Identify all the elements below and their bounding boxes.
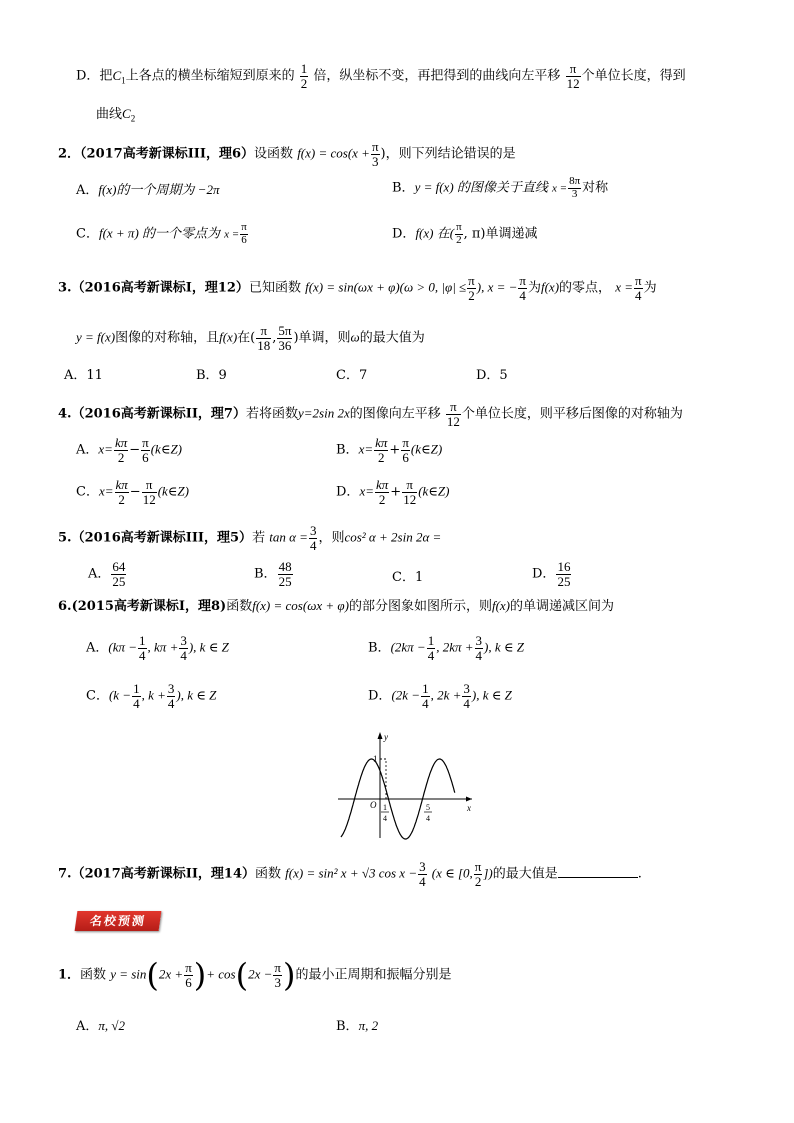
y-axis-arrow [378, 732, 383, 739]
question-source: (2015高考新课标I，理8) [71, 599, 227, 614]
option-label: B． [392, 180, 415, 196]
fraction: $\frac{16}{25}$ [557, 559, 571, 589]
formula: , 2kπ + [436, 639, 474, 655]
q5-option-a[interactable] [88, 560, 127, 588]
fraction: $\frac{1}{4}$ [427, 633, 435, 663]
text: 的图像向左平移 [349, 406, 441, 422]
option-label: D．把 [76, 68, 113, 84]
formula: , k + [141, 687, 166, 703]
text: ，则 [318, 530, 345, 546]
fraction: $\frac{1}{4}$ [139, 633, 146, 663]
prev-option-d-line2 [96, 106, 135, 124]
formula: f(x) [219, 329, 238, 345]
question-7-stem [58, 860, 642, 888]
formula: + cos [206, 966, 236, 982]
answer-blank[interactable] [558, 865, 638, 878]
formula: f(x) [540, 279, 560, 295]
text: 的部分图象如图所示，则 [348, 599, 492, 614]
option-text: 对称 [582, 180, 609, 196]
text: 个单位长度，则平移后图像的对称轴为 [461, 406, 683, 422]
option-label: C． [86, 688, 109, 704]
question-number: 2． [58, 146, 81, 162]
text: 倍，纵坐标不变，再把得到的曲线向左平移 [313, 68, 561, 84]
option-text: , π)单调递减 [463, 226, 538, 242]
formula: y = f(x) [76, 329, 116, 345]
fraction: $\frac{3}{4}$ [180, 633, 187, 663]
question-4-stem [58, 400, 683, 428]
formula: x = [224, 228, 240, 241]
formula: x = [615, 279, 633, 295]
fraction: $\frac{3}{4}$ [475, 633, 483, 663]
option-label: B． [336, 1019, 359, 1034]
formula: x= [359, 483, 374, 499]
formula: (2kπ − [390, 639, 426, 655]
q3-option-c[interactable]: C．7 [336, 368, 368, 383]
question-number: 6. [58, 599, 72, 614]
right-paren: ) [193, 956, 207, 994]
q6-option-a[interactable] [86, 634, 229, 662]
formula: y = sin [110, 966, 147, 982]
fraction: $\frac{48}{25}$ [278, 559, 292, 589]
sign: − [129, 442, 141, 458]
option-label: A． [86, 640, 109, 656]
fraction: $\frac{\pi}{4}$ [634, 273, 642, 303]
option-label: A． [76, 1019, 99, 1034]
formula: ω [350, 329, 360, 345]
option-label: D． [368, 688, 392, 704]
origin-label: O [370, 800, 377, 810]
question-5-stem [58, 524, 441, 552]
y-label: y [384, 732, 388, 742]
formula: x= [98, 483, 114, 499]
fraction: $\frac{3}{4}$ [167, 681, 175, 711]
x-label: x [467, 803, 471, 813]
q4-option-c[interactable] [76, 478, 189, 506]
q6-option-c[interactable] [86, 682, 216, 710]
p1-option-b[interactable] [336, 1018, 378, 1035]
fraction: $\frac{\pi}{3}$ [274, 960, 281, 990]
text: . [637, 866, 642, 882]
text: 函数 [80, 967, 107, 983]
q3-option-a[interactable]: A．11 [64, 368, 103, 383]
q4-option-b[interactable] [336, 436, 442, 464]
fraction: $\frac{1}{4}$ [422, 681, 429, 711]
formula: , 2k + [430, 687, 462, 703]
fraction: $\frac{\pi}{2}$ [456, 221, 462, 246]
option-label: C． [76, 226, 99, 242]
fraction: $\frac{3}{4}$ [419, 859, 426, 889]
formula: x= [358, 441, 374, 457]
text: 在( [237, 330, 256, 346]
question-number: 4. [58, 406, 72, 422]
formula: , kπ + [147, 639, 179, 655]
formula: cos² α + 2sin 2α = [344, 529, 442, 545]
fraction: $\frac{64}{25}$ [112, 559, 126, 589]
option-label: A． [76, 183, 99, 198]
sign: + [390, 484, 402, 500]
q3-option-b[interactable]: B．9 [196, 368, 227, 383]
formula: ), k ∈ Z [176, 687, 217, 703]
formula: (k∈Z) [410, 441, 443, 457]
fraction: $\frac{\pi}{18}$ [257, 323, 271, 353]
x-axis-arrow [466, 797, 472, 802]
option-label: D． [532, 566, 556, 582]
q4-option-a[interactable] [76, 436, 182, 464]
section-badge: 名校预测 [75, 911, 162, 931]
question-number: 1． [58, 967, 81, 983]
formula: ]) [483, 865, 493, 881]
q2-option-c[interactable] [76, 222, 249, 246]
right-paren: ) [282, 956, 296, 994]
p1-option-a[interactable] [76, 1018, 125, 1035]
question-source: （2016高考新课标I，理12） [71, 280, 249, 296]
question-6-stem [58, 598, 614, 615]
text: 的最大值为 [359, 330, 425, 346]
text: 的零点， [559, 280, 612, 296]
option-label: C． [76, 484, 99, 500]
formula: tan α = [269, 529, 308, 545]
q2-option-a[interactable] [76, 182, 219, 199]
prev-option-d [76, 62, 686, 90]
question-2-stem [58, 140, 516, 168]
c1: $C_1$ [112, 67, 126, 86]
tick-2-den: 4 [426, 814, 430, 823]
tick-2-num: 5 [426, 803, 430, 812]
formula: f(x) = sin(ωx + φ)(ω > 0, |φ| ≤ [305, 279, 467, 295]
fraction: $\frac{1}{2}$ [300, 61, 308, 91]
formula: (k∈Z) [418, 483, 450, 499]
fraction: $\frac{k\pi}{2}$ [114, 435, 128, 465]
tick-1-den: 4 [383, 814, 387, 823]
cosine-graph [334, 728, 480, 840]
formula: (x ∈ [0, [431, 865, 473, 881]
q2-option-b[interactable] [392, 176, 608, 200]
fraction: $\frac{\pi}{2}$ [474, 859, 482, 889]
sign: − [129, 484, 141, 500]
fraction: $\frac{8\pi}{3}$ [569, 175, 581, 200]
text: 图像的对称轴，且 [115, 330, 220, 346]
q6-option-d[interactable] [368, 682, 512, 710]
text: 的最大值是 [492, 866, 558, 882]
fraction: $\frac{\pi}{3}$ [371, 139, 379, 169]
fraction: $\frac{\pi}{6}$ [241, 221, 247, 246]
formula: ), x = − [476, 279, 518, 295]
question-3-line2: y = f(x)图像的对称轴，且f(x)在( $\frac{\pi}{18}$ , $\frac{5\pi}{36}$ )单调，则ω的最大值为 [76, 323, 425, 353]
text: 函数 [226, 599, 253, 614]
text: 的单调递减区间为 [510, 599, 615, 614]
formula: 2x + [158, 966, 184, 982]
fraction: $\frac{5\pi}{36}$ [278, 323, 292, 353]
formula: 2x − [248, 966, 273, 982]
formula: x= [98, 441, 113, 457]
formula: f(x) = sin² x + √3 cos x − [285, 865, 418, 881]
text: 函数 [255, 866, 282, 882]
formula: (kπ − [108, 639, 138, 655]
option-text: f(x) 在( [415, 225, 455, 241]
fraction: $\frac{\pi}{12}$ [566, 61, 580, 91]
option-text: f(x + π) 的一个零点为 [98, 225, 221, 241]
formula: ), k ∈ Z [484, 639, 524, 655]
c2: $C_2$ [122, 106, 136, 124]
one-label: 1 [373, 754, 378, 764]
formula: (k∈Z) [150, 441, 182, 457]
formula: x = [552, 182, 568, 195]
option-label: A． [76, 442, 99, 458]
text: 已知函数 [248, 280, 301, 296]
question-number: 5. [58, 530, 72, 546]
q5-option-b[interactable] [254, 560, 294, 588]
question-source: （2016高考新课标III，理5） [71, 530, 253, 546]
text: )，则下列结论错误的是 [380, 146, 516, 162]
text: )单调，则 [293, 330, 351, 346]
option-text: π, √2 [98, 1018, 126, 1033]
text: 设函数 [254, 146, 294, 162]
fraction: $\frac{\pi}{12}$ [142, 477, 156, 507]
option-text: y = f(x) 的图像关于直线 [414, 179, 548, 195]
option-label: A． [88, 566, 111, 582]
text: 若将函数 [245, 406, 298, 422]
text: 若 [252, 530, 266, 546]
formula: f(x) = cos(ωx + φ) [252, 598, 349, 613]
tick-1-num: 1 [383, 803, 387, 812]
option-label: B． [254, 566, 277, 582]
question-source: （2016高考新课标II，理7） [71, 406, 246, 422]
fraction: $\frac{\pi}{12}$ [403, 477, 417, 507]
option-text: π, 2 [358, 1018, 379, 1033]
fraction: $\frac{k\pi}{2}$ [115, 477, 128, 507]
q3-option-d[interactable]: D．5 [476, 368, 508, 383]
fraction: $\frac{\pi}{6}$ [185, 960, 192, 990]
q2-option-d[interactable] [392, 222, 538, 246]
prediction-1-stem [58, 956, 451, 994]
fraction: $\frac{\pi}{6}$ [142, 435, 149, 465]
option-label: D． [392, 226, 416, 242]
text: 曲线 [96, 107, 123, 122]
left-paren: ( [146, 956, 159, 994]
fraction: $\frac{1}{4}$ [133, 681, 140, 711]
formula: ), k ∈ Z [188, 639, 229, 655]
formula: ), k ∈ Z [471, 687, 512, 703]
text: 为 [527, 280, 541, 296]
formula: (k∈Z) [157, 483, 189, 499]
text: 上各点的横坐标缩短到原来的 [125, 68, 295, 84]
text: 为 [643, 280, 657, 296]
fraction: $\frac{\pi}{6}$ [402, 435, 409, 465]
option-label: D． [336, 484, 360, 500]
fraction: $\frac{\pi}{12}$ [446, 399, 460, 429]
q6-option-b[interactable] [368, 634, 524, 662]
option-text: f(x)的一个周期为 −2π [98, 182, 220, 197]
formula: (2k − [391, 687, 421, 703]
formula: y=2sin 2x [297, 405, 350, 421]
formula: (k − [108, 687, 132, 703]
option-label: B． [368, 640, 391, 656]
fraction: $\frac{3}{4}$ [463, 681, 470, 711]
fraction: $\frac{3}{4}$ [309, 523, 317, 553]
q4-option-d[interactable] [336, 478, 449, 506]
text: 个单位长度，得到 [581, 68, 686, 84]
question-source: （2017高考新课标II，理14） [71, 866, 256, 882]
sign: + [389, 442, 401, 458]
text: 的最小正周期和振幅分别是 [295, 967, 452, 983]
q5-option-c[interactable]: C．1 [392, 570, 424, 585]
question-source: （2017高考新课标III，理6） [80, 146, 255, 162]
question-number: 7. [58, 866, 72, 882]
left-paren: ( [235, 956, 249, 994]
question-number: 3. [58, 280, 72, 296]
fraction: $\frac{k\pi}{2}$ [375, 477, 389, 507]
formula: f(x) = cos(x + [297, 145, 370, 161]
question-3-stem [58, 274, 657, 302]
q5-option-d[interactable] [532, 560, 572, 588]
fraction: $\frac{\pi}{4}$ [519, 273, 526, 303]
option-label: B． [336, 442, 359, 458]
fraction: $\frac{\pi}{2}$ [468, 273, 475, 303]
formula: f(x) [491, 598, 510, 613]
fraction: $\frac{k\pi}{2}$ [375, 435, 388, 465]
